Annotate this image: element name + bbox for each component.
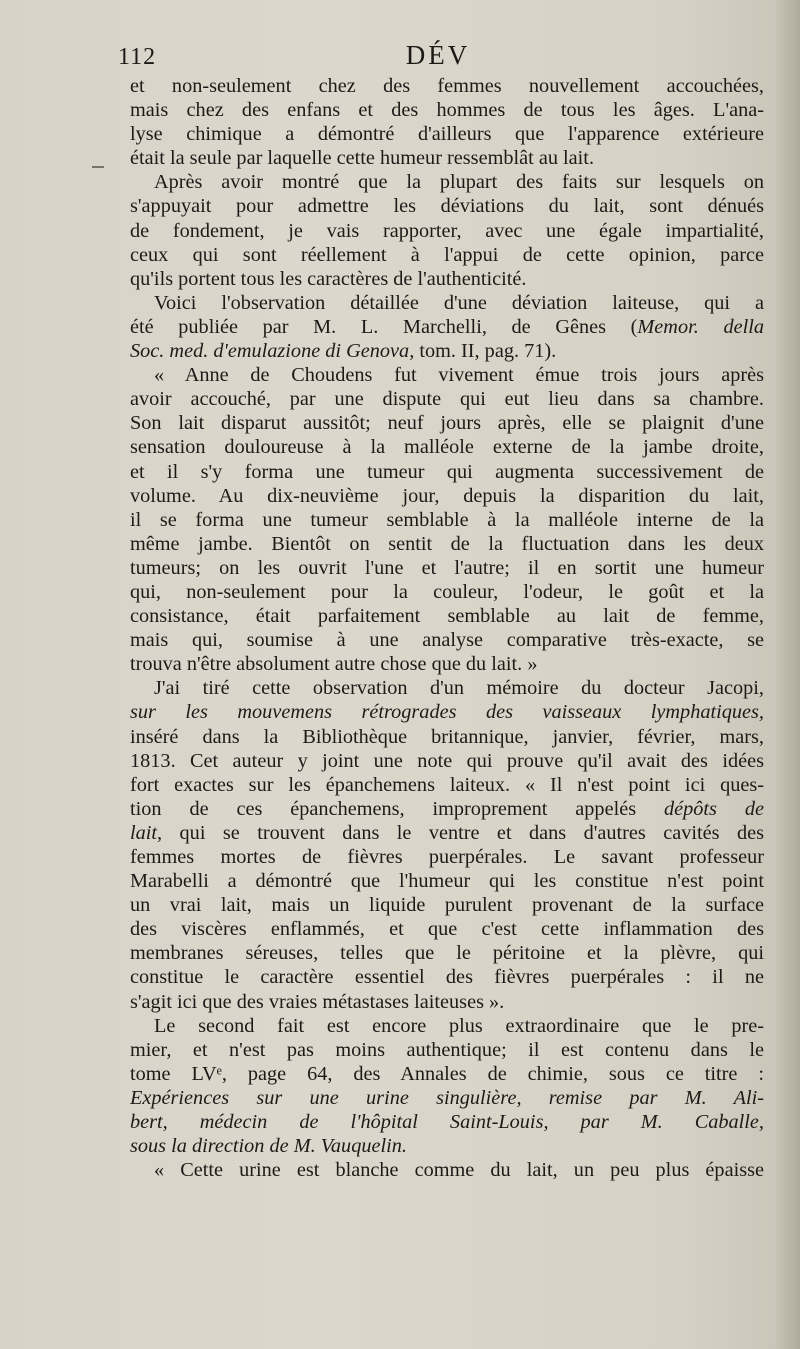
page-gutter-shadow: [774, 0, 800, 1349]
text-line: [130, 628, 764, 652]
text-line: [130, 773, 764, 797]
text-segment: mais qui, soumise à une analyse comparative très-exacte, se: [130, 629, 764, 652]
text-segment: Marabelli a démontré que l'humeur qui les constitue n'est point: [130, 870, 764, 893]
text-line: [130, 604, 764, 628]
text-segment: qui, non-seulement pour la couleur, l'odeur, le goût et la: [130, 580, 764, 603]
text-line: [130, 1158, 764, 1182]
text-segment: mais chez des enfans et des hommes de tous les âges. L'ana-: [130, 99, 764, 122]
text-segment: tome LVᵉ, page 64, des Annales de chimie, sous ce titre :: [130, 1062, 764, 1085]
text-segment: lyse chimique a démontré d'ailleurs que l'apparence extérieure: [130, 123, 764, 146]
text-line: [130, 98, 764, 122]
text-segment: tom. II, pag. 71).: [414, 340, 557, 363]
text-line: [130, 1134, 764, 1158]
text-line: [130, 74, 764, 98]
italic-text: Soc. med. d'emulazione di Genova,: [130, 340, 415, 363]
text-line: [130, 1110, 764, 1134]
text-segment: membranes séreuses, telles que le péritoine et la plèvre, qui: [130, 942, 764, 965]
text-segment: avoir accouché, par une dispute qui eut lieu dans sa chambre.: [130, 388, 764, 411]
text-line: [130, 965, 764, 989]
text-segment: été publiée par M. L. Marchelli, de Gênes (: [130, 315, 638, 338]
text-line: [130, 652, 764, 676]
italic-text: Memor. della: [637, 315, 764, 338]
italic-text: lait,: [130, 821, 163, 844]
text-segment: qu'ils portent tous les caractères de l'authenticité.: [130, 267, 527, 290]
text-line: [130, 1014, 764, 1038]
text-line: [130, 339, 764, 363]
text-segment: constitue le caractère essentiel des fièvres puerpérales : il ne: [130, 966, 764, 989]
text-line: [130, 387, 764, 411]
text-line: [130, 725, 764, 749]
margin-mark: [92, 166, 104, 168]
body-text: [130, 74, 764, 1182]
text-line: [130, 291, 764, 315]
text-segment: Après avoir montré que la plupart des faits sur lesquels on: [154, 171, 764, 194]
text-line: [130, 917, 764, 941]
text-line: [130, 411, 764, 435]
page-number: 112: [118, 44, 157, 70]
italic-text: dépôts de: [664, 797, 764, 820]
text-line: [130, 146, 764, 170]
text-line: [130, 460, 764, 484]
text-segment: sensation douloureuse à la malléole externe de la jambe droite,: [130, 436, 764, 459]
text-segment: consistance, était parfaitement semblable au lait de femme,: [130, 605, 764, 628]
text-segment: mier, et n'est pas moins authentique; il est contenu dans le: [130, 1038, 764, 1061]
text-segment: et non-seulement chez des femmes nouvellement accouchées,: [130, 75, 764, 97]
text-line: [130, 435, 764, 459]
text-line: [130, 869, 764, 893]
text-segment: Voici l'observation détaillée d'une déviation laiteuse, qui a: [154, 291, 764, 314]
text-segment: Le second fait est encore plus extraordinaire que le pre-: [154, 1014, 764, 1037]
text-line: [130, 821, 764, 845]
text-line: [130, 1038, 764, 1062]
text-line: [130, 676, 764, 700]
page-header: [118, 40, 758, 72]
text-line: [130, 845, 764, 869]
text-line: [130, 532, 764, 556]
text-segment: femmes mortes de fièvres puerpérales. Le savant professeur: [130, 846, 764, 868]
italic-text: Expériences sur une urine singulière, remise par M. Ali-: [130, 1086, 764, 1109]
text-line: [130, 749, 764, 773]
text-segment: tion de ces épanchemens, improprement appelés: [130, 797, 664, 820]
text-line: [130, 580, 764, 604]
text-line: [130, 556, 764, 580]
text-segment: 1813. Cet auteur y joint une note qui prouve qu'il avait des idées: [130, 749, 764, 772]
text-segment: « Anne de Choudens fut vivement émue trois jours après: [154, 364, 764, 387]
text-segment: fort exactes sur les épanchemens laiteux. « Il n'est point ici ques-: [130, 773, 764, 796]
text-line: [130, 990, 764, 1014]
text-segment: tumeurs; on les ouvrit l'une et l'autre; il en sortit une humeur: [130, 556, 764, 579]
text-line: [130, 243, 764, 267]
text-line: [130, 363, 764, 387]
italic-text: sous la direction de M. Vauquelin.: [130, 1135, 407, 1158]
text-line: [130, 484, 764, 508]
italic-text: sur les mouvemens rétrogrades des vaisseaux lymphatiques,: [130, 701, 764, 724]
text-segment: était la seule par laquelle cette humeur ressemblât au lait.: [130, 147, 595, 170]
text-line: [130, 194, 764, 218]
text-segment: Son lait disparut aussitôt; neuf jours après, elle se plaignit d'une: [130, 412, 764, 435]
text-segment: « Cette urine est blanche comme du lait, un peu plus épaisse: [154, 1159, 764, 1182]
text-line: [130, 941, 764, 965]
text-segment: il se forma une tumeur semblable à la malléole interne de la: [130, 508, 764, 531]
text-segment: s'agit ici que des vraies métastases laiteuses ».: [130, 990, 505, 1013]
text-line: [130, 122, 764, 146]
text-segment: trouva n'être absolument autre chose que du lait. »: [130, 653, 538, 676]
text-line: [130, 893, 764, 917]
text-line: [130, 219, 764, 243]
text-segment: ceux qui sont réellement à l'appui de cette opinion, parce: [130, 243, 764, 266]
text-segment: volume. Au dix-neuvième jour, depuis la disparition du lait,: [130, 484, 764, 507]
text-line: [130, 315, 764, 339]
text-segment: qui se trouvent dans le ventre et dans d'autres cavités des: [162, 821, 764, 844]
text-segment: s'appuyait pour admettre les déviations du lait, sont dénués: [130, 195, 764, 218]
text-line: [130, 797, 764, 821]
text-line: [130, 170, 764, 194]
text-segment: des viscères enflammés, et que c'est cette inflammation des: [130, 918, 764, 941]
text-line: [130, 700, 764, 724]
text-segment: de fondement, je vais rapporter, avec une égale impartialité,: [130, 219, 764, 242]
text-line: [130, 508, 764, 532]
text-segment: et il s'y forma une tumeur qui augmenta successivement de: [130, 460, 764, 483]
italic-text: bert, médecin de l'hôpital Saint-Louis, par M. Caballe,: [130, 1111, 764, 1134]
text-segment: J'ai tiré cette observation d'un mémoire du docteur Jacopi,: [154, 677, 764, 700]
text-line: [130, 267, 764, 291]
text-segment: inséré dans la Bibliothèque britannique, janvier, février, mars,: [130, 725, 764, 748]
text-line: [130, 1062, 764, 1086]
text-line: [130, 1086, 764, 1110]
text-segment: même jambe. Bientôt on sentit de la fluctuation dans les deux: [130, 532, 764, 555]
text-segment: un vrai lait, mais un liquide purulent provenant de la surface: [130, 894, 764, 917]
running-head: DÉV: [405, 40, 471, 70]
